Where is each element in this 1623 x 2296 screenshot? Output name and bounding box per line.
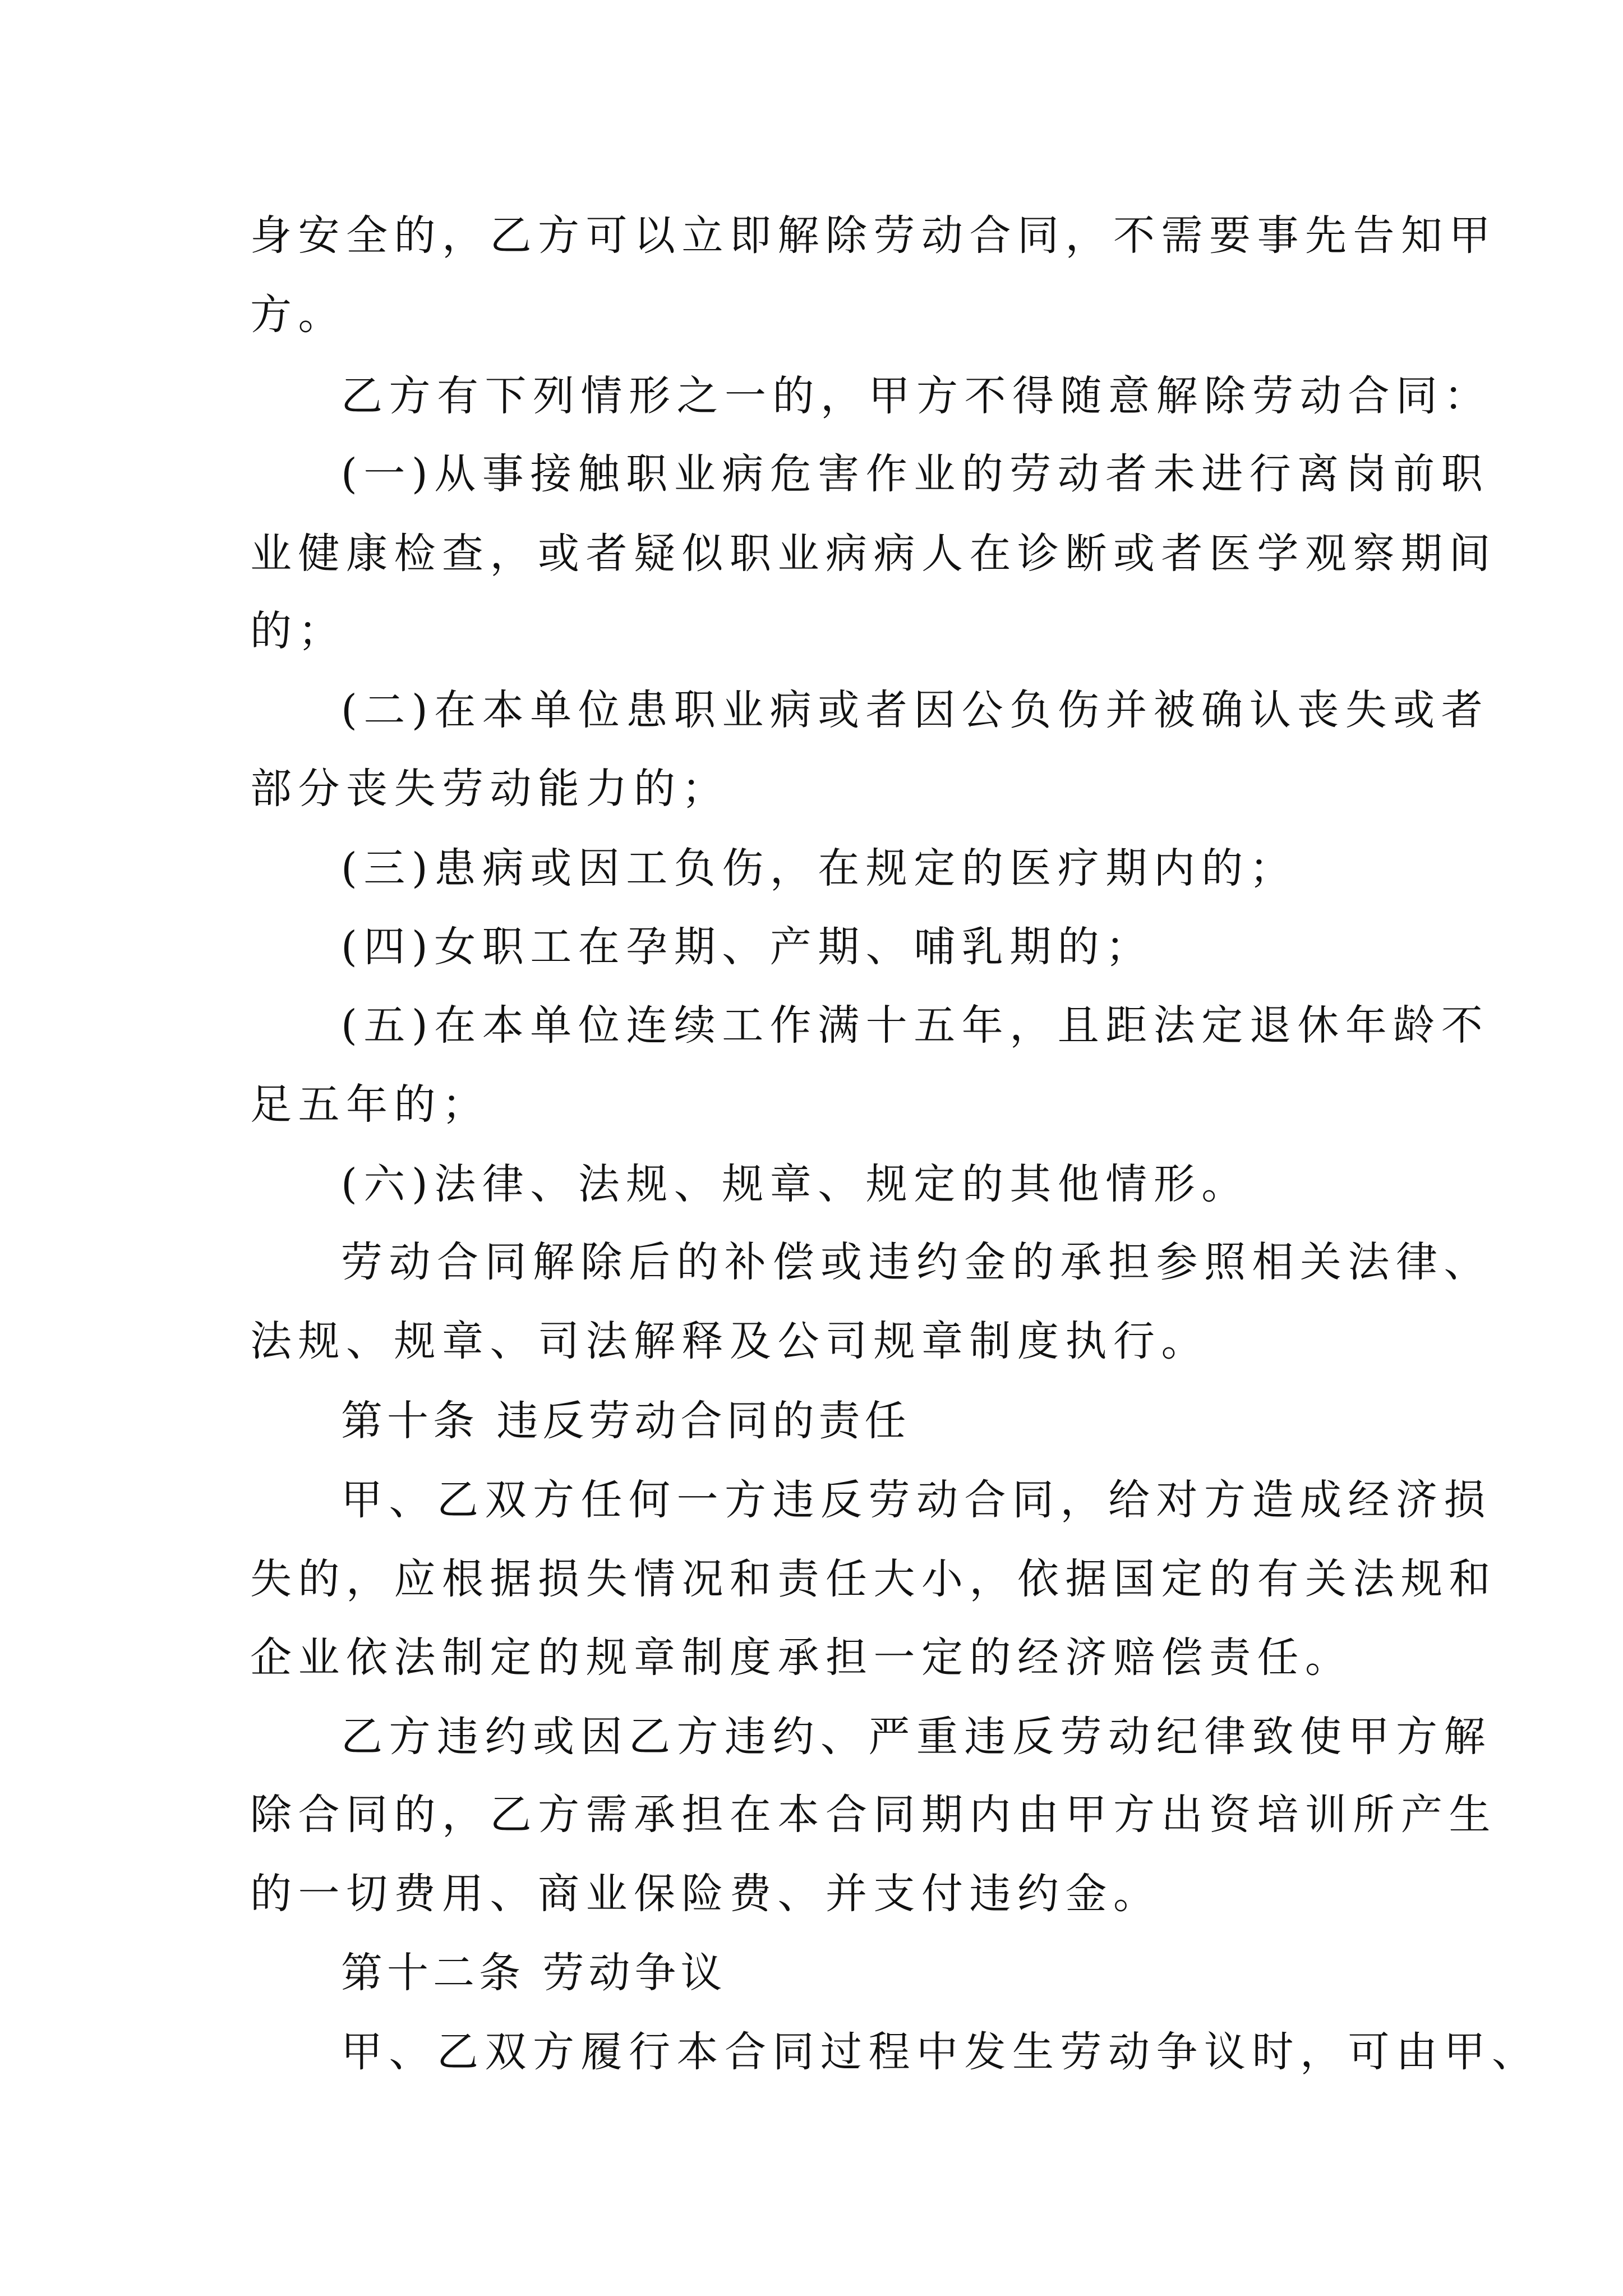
text-line-10: (四)女职工在孕期、产期、哺乳期的； bbox=[341, 923, 1154, 971]
text-line-5: 业健康检查，或者疑似职业病病人在诊断或者医学观察期间 bbox=[250, 530, 1497, 578]
text-line-7: (二)在本单位患职业病或者因公负伤并被确认丧失或者 bbox=[341, 686, 1490, 734]
text-line-12: 足五年的； bbox=[250, 1080, 490, 1129]
text-line-18: 失的，应根据损失情况和责任大小，依据国定的有关法规和 bbox=[250, 1555, 1497, 1603]
text-line-11: (五)在本单位连续工作满十五年，且距法定退休年龄不 bbox=[341, 1001, 1490, 1050]
text-line-15: 法规、规章、司法解释及公司规章制度执行。 bbox=[250, 1317, 1209, 1365]
text-line-8: 部分丧失劳动能力的； bbox=[250, 765, 730, 813]
text-line-22: 的一切费用、商业保险费、并支付违约金。 bbox=[250, 1870, 1161, 1918]
text-line-14: 劳动合同解除后的补偿或违约金的承担参照相关法律、 bbox=[341, 1238, 1492, 1286]
section-heading-12: 第十二条 劳动争议 bbox=[341, 1949, 727, 1997]
text-line-24: 甲、乙双方履行本合同过程中发生劳动争议时，可由甲、 bbox=[341, 2028, 1540, 2076]
text-line-4: (一)从事接触职业病危害作业的劳动者未进行离岗前职 bbox=[341, 450, 1490, 498]
text-line-9: (三)患病或因工负伤，在规定的医疗期内的； bbox=[341, 844, 1298, 892]
text-line-20: 乙方违约或因乙方违约、严重违反劳动纪律致使甲方解 bbox=[341, 1713, 1492, 1761]
text-line-21: 除合同的，乙方需承担在本合同期内由甲方出资培训所产生 bbox=[250, 1791, 1497, 1839]
text-line-19: 企业依法制定的规章制度承担一定的经济赔偿责任。 bbox=[250, 1634, 1353, 1682]
text-line-13: (六)法律、法规、规章、规定的其他情形。 bbox=[341, 1160, 1249, 1208]
text-line-1: 身安全的，乙方可以立即解除劳动合同，不需要事先告知甲 bbox=[250, 211, 1497, 260]
text-line-3: 乙方有下列情形之一的，甲方不得随意解除劳动合同： bbox=[341, 372, 1492, 420]
text-line-6: 的； bbox=[250, 607, 346, 655]
text-line-17: 甲、乙双方任何一方违反劳动合同，给对方造成经济损 bbox=[341, 1476, 1492, 1524]
text-line-2: 方。 bbox=[250, 291, 346, 339]
section-heading-10: 第十条 违反劳动合同的责任 bbox=[341, 1397, 911, 1445]
